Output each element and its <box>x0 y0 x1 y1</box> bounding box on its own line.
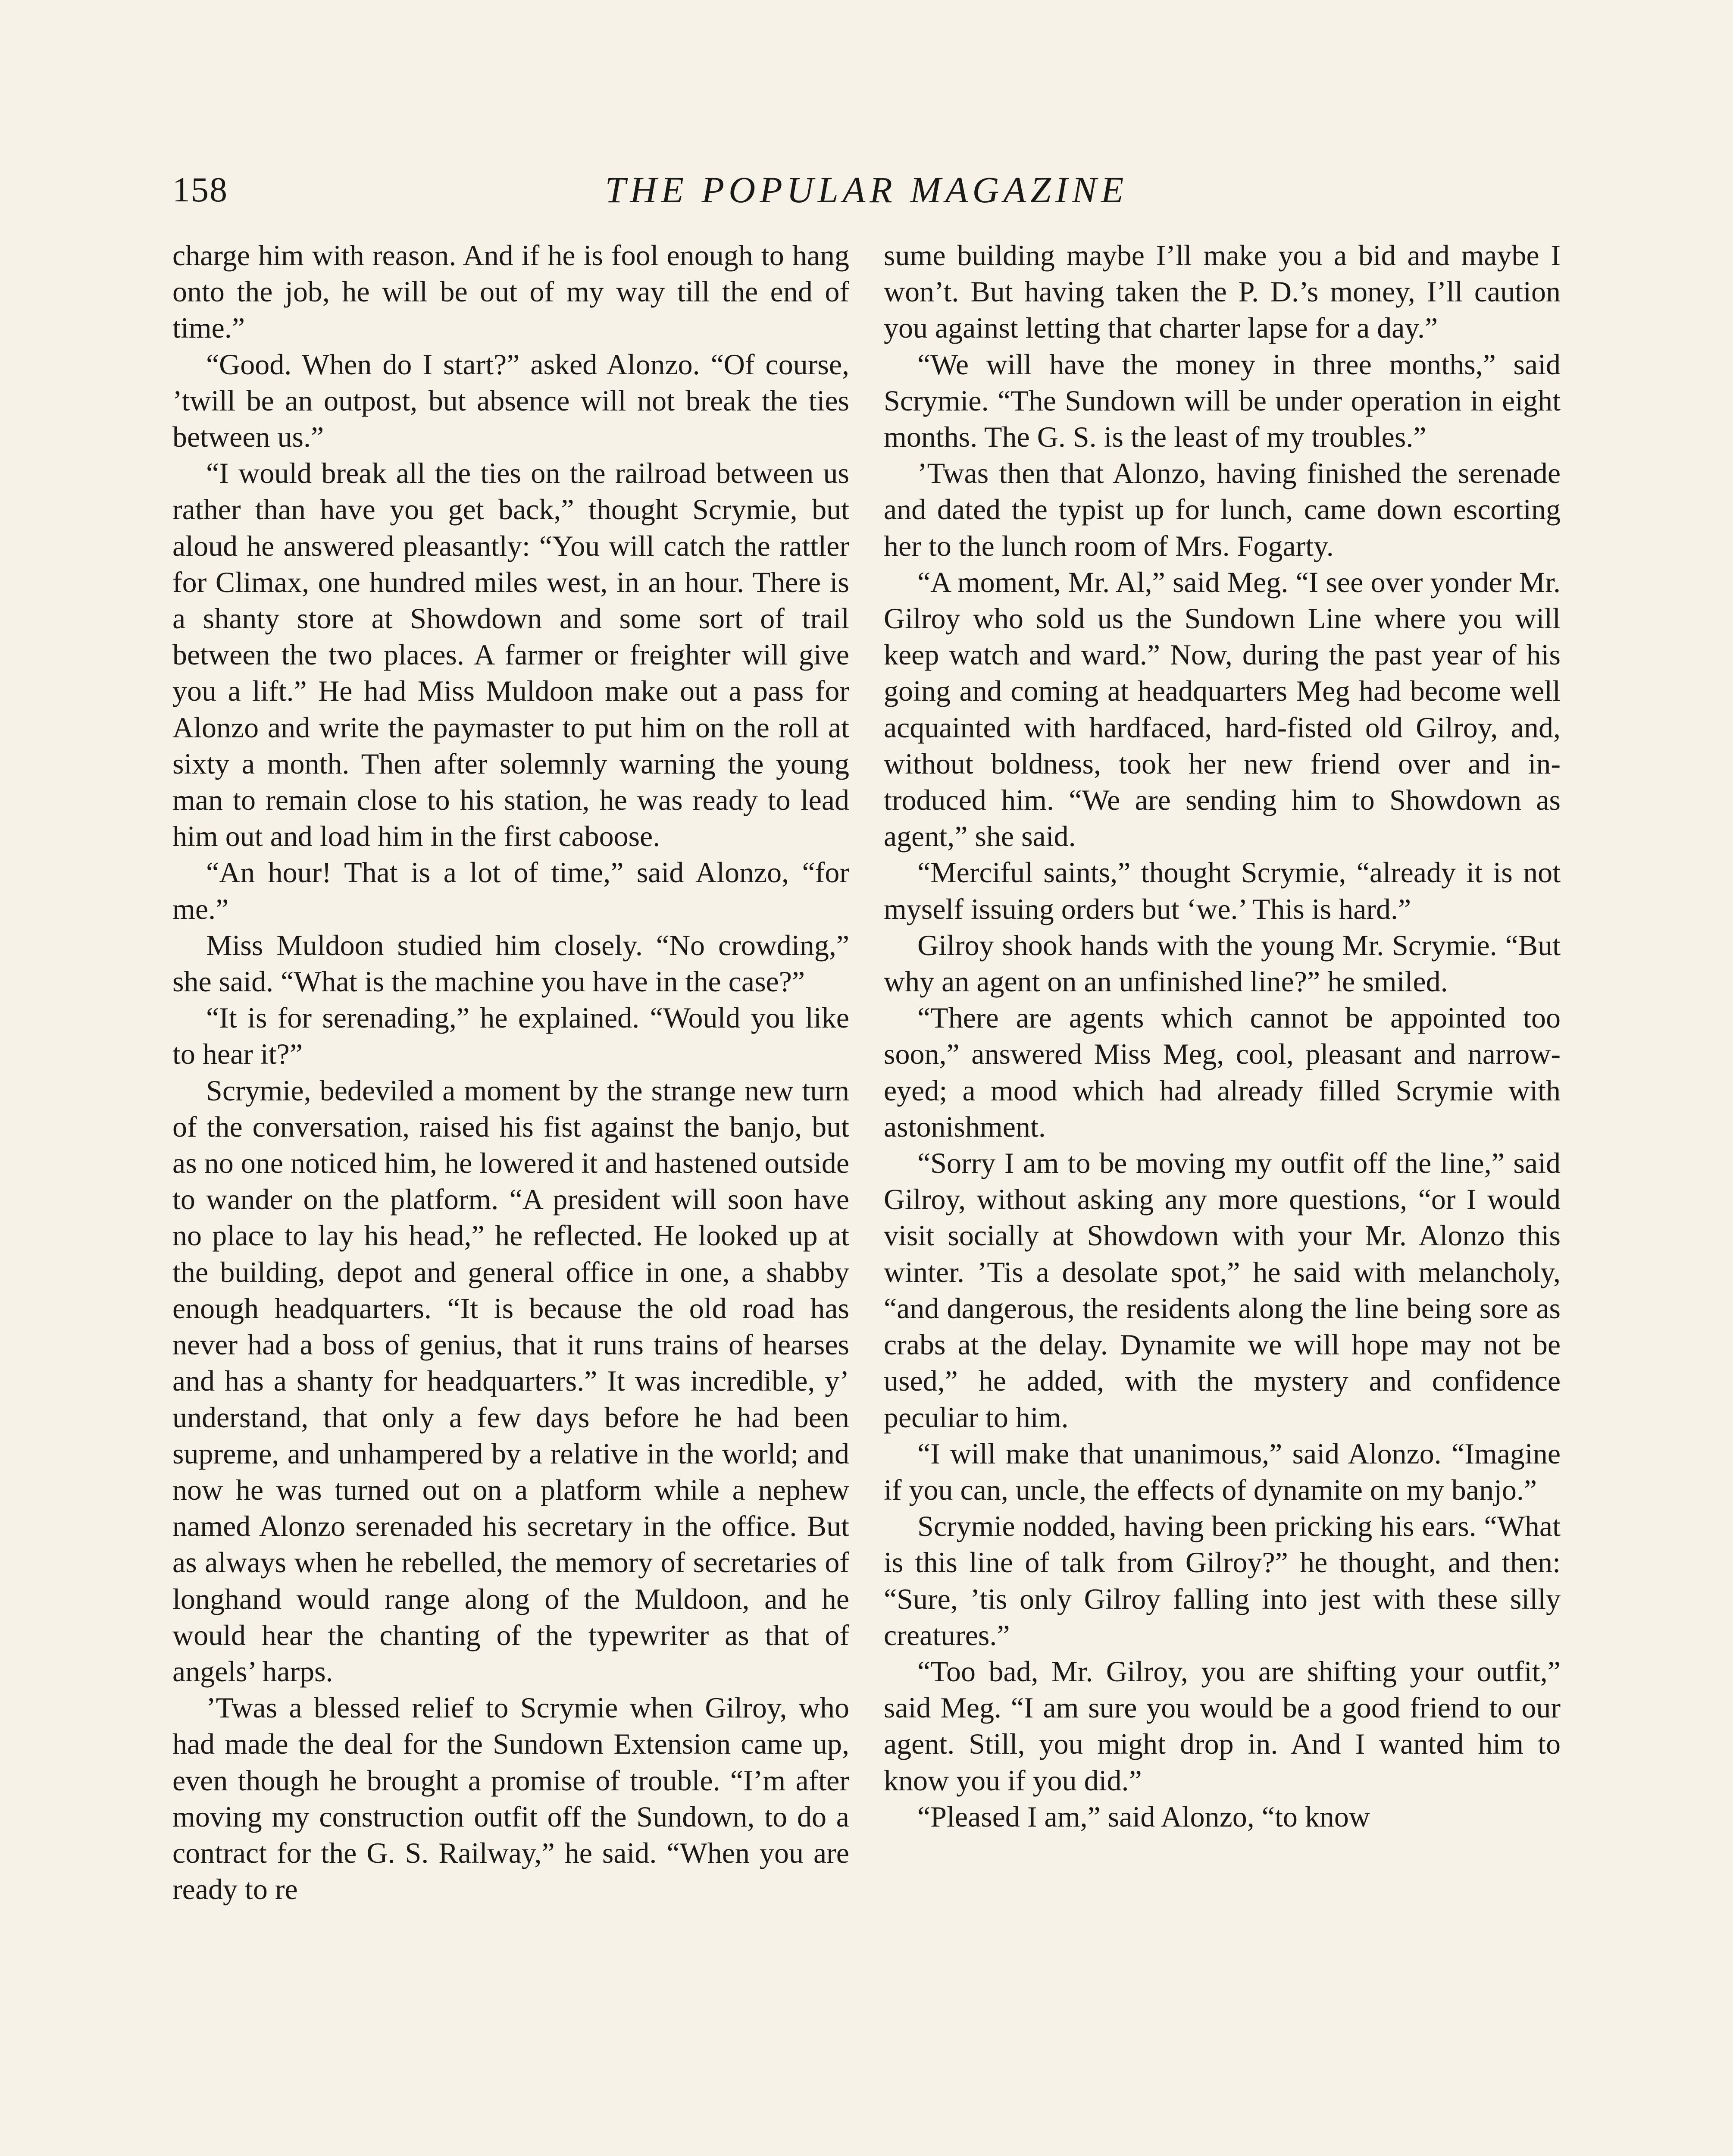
paragraph: Scrymie nodded, having been pricking his ears. “What is this line of talk from Gilroy?” he thought, and then: “Sure, ’tis only Gilroy falling into jest with these silly creatures.” <box>884 1510 1561 1651</box>
page-number: 158 <box>172 170 228 209</box>
paragraph: “Good. When do I start?” asked Alonzo. “Of course, ’twill be an outpost, but absence will not break the ties between us.” <box>172 348 849 454</box>
paragraph: sume building maybe I’ll make you a bid and maybe I won’t. But having taken the P. D.’s money, I’ll caution you against letting that charter lapse for a day.” <box>884 239 1561 345</box>
paragraph: “It is for serenading,” he explained. “Would you like to hear it?” <box>172 1001 849 1071</box>
left-text-column <box>172 237 849 2156</box>
paragraph: “Too bad, Mr. Gilroy, you are shifting your outfit,” said Meg. “I am sure you would be a good friend to our agent. Still, you might drop in. And I wanted him to know you if you did.” <box>884 1655 1561 1797</box>
paragraph: Miss Muldoon studied him closely. “No crowding,” she said. “What is the machine you have in the case?” <box>172 928 849 998</box>
paragraph: “We will have the money in three months,” said Scrymie. “The Sundown will be under operation in eight months. The G. S. is the least of my troubles.” <box>884 348 1561 454</box>
paragraph: “Merciful saints,” thought Scrymie, “already it is not myself issuing orders but ‘we.’ This is hard.” <box>884 856 1561 925</box>
paragraph: “There are agents which cannot be appointed too soon,” answered Miss Meg, cool, pleasant and narrow-eyed; a mood which had already filled Scrymie with astonishment. <box>884 1001 1561 1143</box>
paragraph: “Pleased I am,” said Alonzo, “to know <box>917 1800 1370 1833</box>
running-title: THE POPULAR MAGAZINE <box>605 169 1128 210</box>
paragraph: “I will make that unanimous,” said Alonzo. “Imagine if you can, uncle, the effects of dynamite on my banjo.” <box>884 1437 1561 1506</box>
paragraph: charge him with reason. And if he is fool enough to hang onto the job, he will be out of my way till the end of time.” <box>172 239 849 345</box>
paragraph: “I would break all the ties on the railroad between us rather than have you get back,” thought Scrymie, but aloud he answered pleasantly: “You will catch the rattler for Climax, one hundred miles west, in an hour. There is a shanty store at Showdown and some sort of trail between the two places. A farmer or freighter will give you a lift.” He had Miss Muldoon make out a pass for Alonzo and write the paymaster to put him on the roll at sixty a month. Then after solemnly warning the young man to remain close to his station, he was ready to lead him out and load him in the first caboose. <box>172 457 849 853</box>
paragraph: “A moment, Mr. Al,” said Meg. “I see over yonder Mr. Gilroy who sold us the Sundown Line where you will keep watch and ward.” Now, during the past year of his going and coming at headquarters Meg had become well acquainted with hardfaced, hard-fisted old Gilroy, and, without boldness, took her new friend over and introduced him. “We are sending him to Showdown as agent,” she said. <box>884 565 1561 853</box>
paragraph: ’Twas then that Alonzo, having finished the serenade and dated the typist up for lunch, came down escorting her to the lunch room of Mrs. Fogarty. <box>884 457 1561 562</box>
paragraph: Scrymie, bedeviled a moment by the strange new turn of the conversation, raised his fist against the banjo, but as no one noticed him, he lowered it and hastened outside to wander on the platform. “A president will soon have no place to lay his head,” he reflected. He looked up at the building, depot and general office in one, a shabby enough headquarters. “It is because the old road has never had a boss of genius, that it runs trains of hearses and has a shanty for headquarters.” It was incredible, y’ understand, that only a few days before he had been supreme, and unhampered by a relative in the world; and now he was turned out on a platform while a nephew named Alonzo serenaded his secretary in the office. But as always when he rebelled, the memory of secretaries of longhand would range along of the Muldoon, and he would hear the chanting of the typewriter as that of angels’ harps. <box>172 1074 849 1688</box>
paragraph: Gilroy shook hands with the young Mr. Scrymie. “But why an agent on an unfinished line?” he smiled. <box>884 928 1561 998</box>
paragraph: “Sorry I am to be moving my outfit off the line,” said Gilroy, without asking any more questions, “or I would visit socially at Showdown with your Mr. Alonzo this winter. ’Tis a desolate spot,” he said with melancholy, “and dangerous, the residents along the line being sore as crabs at the delay. Dynamite we will hope may not be used,” he added, with the mystery and confidence peculiar to him. <box>884 1147 1561 1434</box>
right-text-column <box>884 237 1561 2156</box>
paragraph: “An hour! That is a lot of time,” said Alonzo, “for me.” <box>172 856 849 925</box>
page-header <box>172 164 1561 216</box>
paragraph: ’Twas a blessed relief to Scrymie when Gilroy, who had made the deal for the Sundown Extension came up, even though he brought a promise of trouble. “I’m after moving my construction outfit off the Sundown, to do a contract for the G. S. Railway,” he said. “When you are ready to re <box>172 1691 849 1906</box>
